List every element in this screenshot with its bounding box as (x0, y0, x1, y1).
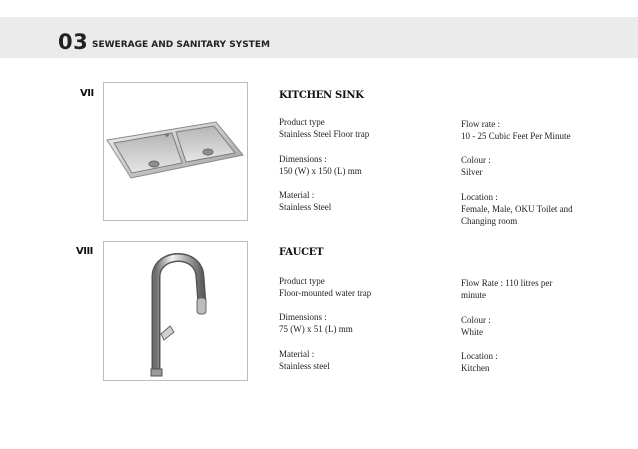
kitchen-sink-image (103, 82, 248, 221)
material-label: Material : (279, 190, 315, 200)
kitchen-sink-title: KITCHEN SINK (279, 90, 364, 101)
faucet-title: FAUCET (279, 247, 324, 258)
section-number: 03 (58, 30, 89, 54)
dimensions-label: Dimensions : (279, 154, 327, 164)
product-type-value: Floor-mounted water trap (279, 288, 372, 298)
dimensions-label: Dimensions : (279, 312, 327, 322)
material-value: Stainless Steel (279, 202, 332, 212)
flow-rate-label: Flow Rate : 110 litres per (461, 278, 553, 288)
faucet-image (103, 241, 248, 381)
colour-label: Colour : (461, 315, 491, 325)
section-header (0, 17, 638, 58)
item-numeral: VIII (76, 246, 93, 257)
flow-rate-value: minute (461, 290, 486, 300)
flow-rate-value: 10 - 25 Cubic Feet Per Minute (461, 131, 571, 141)
flow-rate-label: Flow rate : (461, 119, 500, 129)
colour-value: White (461, 327, 483, 337)
location-label: Location : (461, 192, 498, 202)
dimensions-value: 75 (W) x 51 (L) mm (279, 324, 353, 334)
material-label: Material : (279, 349, 315, 359)
dimensions-value: 150 (W) x 150 (L) mm (279, 166, 362, 176)
location-value: Kitchen (461, 363, 490, 373)
location-value: Female, Male, OKU Toilet and Changing room (461, 204, 573, 226)
colour-label: Colour : (461, 155, 491, 165)
faucet-icon (104, 242, 247, 380)
location-label: Location : (461, 351, 498, 361)
colour-value: Silver (461, 167, 483, 177)
product-type-label: Product type (279, 117, 325, 127)
section-title: SEWERAGE AND SANITARY SYSTEM (92, 40, 270, 50)
product-type-label: Product type (279, 276, 325, 286)
item-numeral: VII (80, 88, 94, 99)
kitchen-sink-icon (104, 83, 247, 220)
material-value: Stainless steel (279, 361, 330, 371)
product-type-value: Stainless Steel Floor trap (279, 129, 370, 139)
